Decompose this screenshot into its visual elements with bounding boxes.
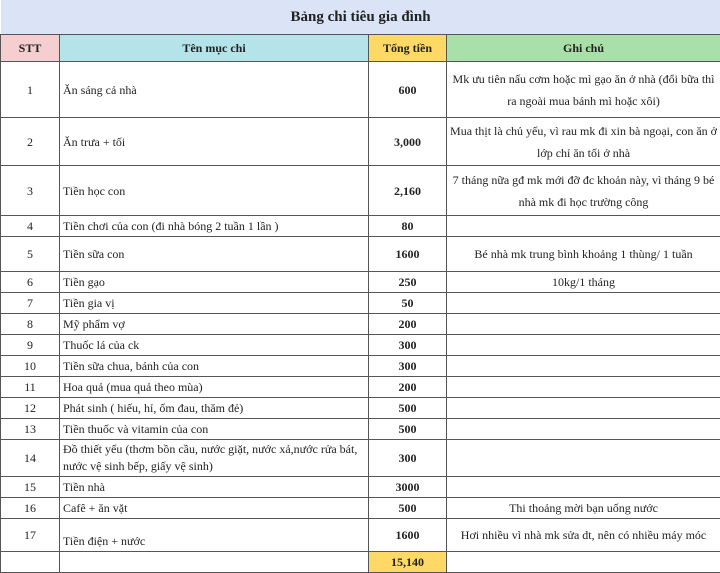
row-amount[interactable]: 300 <box>369 356 447 377</box>
row-stt[interactable]: 12 <box>1 398 60 419</box>
header-note[interactable]: Ghi chú <box>447 35 720 62</box>
row-amount[interactable]: 500 <box>369 498 447 519</box>
row-stt[interactable]: 17 <box>1 519 60 552</box>
table-title: Bảng chi tiêu gia đình <box>1 0 720 35</box>
row-note[interactable]: 10kg/1 tháng <box>447 272 720 293</box>
row-stt[interactable]: 14 <box>1 440 60 477</box>
row-amount[interactable]: 300 <box>369 440 447 477</box>
row-stt[interactable]: 6 <box>1 272 60 293</box>
table-row <box>1 293 720 314</box>
row-name[interactable]: Tiền điện + nước <box>60 519 369 552</box>
row-amount[interactable]: 300 <box>369 335 447 356</box>
row-amount[interactable]: 200 <box>369 314 447 335</box>
table-row <box>1 440 720 477</box>
row-stt[interactable]: 7 <box>1 293 60 314</box>
table-row <box>1 498 720 519</box>
row-name[interactable]: Tiền thuốc và vitamin của con <box>60 419 369 440</box>
row-note[interactable]: Thi thoảng mời bạn uống nước <box>447 498 720 519</box>
row-name[interactable]: Ăn trưa + tối <box>60 118 369 166</box>
table-row <box>1 519 720 552</box>
row-stt[interactable]: 1 <box>1 62 60 118</box>
row-stt[interactable]: 4 <box>1 216 60 237</box>
row-note[interactable] <box>447 419 720 440</box>
row-amount[interactable]: 200 <box>369 377 447 398</box>
header-row <box>1 35 720 62</box>
row-stt[interactable]: 15 <box>1 477 60 498</box>
row-amount[interactable]: 2,160 <box>369 166 447 216</box>
row-name[interactable]: Phát sinh ( hiếu, hỉ, ốm đau, thăm đẻ) <box>60 398 369 419</box>
table-row <box>1 398 720 419</box>
row-name[interactable]: Tiền nhà <box>60 477 369 498</box>
total-row <box>1 552 720 573</box>
row-stt[interactable]: 8 <box>1 314 60 335</box>
row-name[interactable]: Ăn sáng cả nhà <box>60 62 369 118</box>
table-row <box>1 62 720 118</box>
row-note[interactable] <box>447 356 720 377</box>
row-amount[interactable]: 500 <box>369 398 447 419</box>
row-name[interactable]: Thuốc lá của ck <box>60 335 369 356</box>
row-name[interactable]: Hoa quả (mua quả theo mùa) <box>60 377 369 398</box>
row-stt[interactable]: 3 <box>1 166 60 216</box>
table-row <box>1 166 720 216</box>
table-row <box>1 477 720 498</box>
row-name[interactable]: Tiền gia vị <box>60 293 369 314</box>
row-note[interactable] <box>447 440 720 477</box>
row-amount[interactable]: 1600 <box>369 519 447 552</box>
row-stt[interactable]: 5 <box>1 237 60 272</box>
row-amount[interactable]: 3,000 <box>369 118 447 166</box>
row-note[interactable] <box>447 398 720 419</box>
row-note[interactable] <box>447 293 720 314</box>
row-note[interactable] <box>447 314 720 335</box>
row-amount[interactable]: 1600 <box>369 237 447 272</box>
row-note[interactable] <box>447 335 720 356</box>
row-stt[interactable]: 16 <box>1 498 60 519</box>
row-stt[interactable]: 13 <box>1 419 60 440</box>
table-row <box>1 314 720 335</box>
row-amount[interactable]: 250 <box>369 272 447 293</box>
row-stt[interactable]: 2 <box>1 118 60 166</box>
total-label-cell[interactable] <box>60 552 369 573</box>
row-note[interactable]: 7 tháng nữa gđ mk mới đỡ đc khoản này, vì tháng 9 bé nhà mk đi học trường công <box>447 166 720 216</box>
row-name[interactable]: Tiền chơi của con (đi nhà bóng 2 tuần 1 lần ) <box>60 216 369 237</box>
total-stt-cell[interactable] <box>1 552 60 573</box>
total-note-cell[interactable] <box>447 552 720 573</box>
row-note[interactable]: Mk ưu tiên nấu cơm hoặc mì gạo ăn ở nhà (đổi bữa thì ra ngoài mua bánh mì hoặc xôi) <box>447 62 720 118</box>
row-note[interactable] <box>447 216 720 237</box>
table-row <box>1 356 720 377</box>
row-name[interactable]: Tiền sữa con <box>60 237 369 272</box>
row-note[interactable]: Mua thịt là chủ yếu, vì rau mk đi xin bà ngoại, con ăn ở lớp chỉ ăn tối ở nhà <box>447 118 720 166</box>
header-amount[interactable]: Tổng tiền <box>369 35 447 62</box>
table-row <box>1 419 720 440</box>
row-note[interactable] <box>447 477 720 498</box>
header-stt[interactable]: STT <box>1 35 60 62</box>
row-name[interactable]: Đồ thiết yếu (thơm bồn cầu, nước giặt, nước xả,nước rửa bát, nước vệ sinh bếp, giấy vệ sinh) <box>60 440 369 477</box>
row-amount[interactable]: 500 <box>369 419 447 440</box>
table-row <box>1 237 720 272</box>
row-name[interactable]: Mỹ phẩm vợ <box>60 314 369 335</box>
row-amount[interactable]: 3000 <box>369 477 447 498</box>
table-row <box>1 216 720 237</box>
row-stt[interactable]: 9 <box>1 335 60 356</box>
row-amount[interactable]: 50 <box>369 293 447 314</box>
table-row <box>1 272 720 293</box>
table-row <box>1 335 720 356</box>
row-amount[interactable]: 80 <box>369 216 447 237</box>
row-stt[interactable]: 10 <box>1 356 60 377</box>
table-row <box>1 377 720 398</box>
row-note[interactable]: Hơi nhiều vì nhà mk sửa dt, nên có nhiều máy móc <box>447 519 720 552</box>
row-name[interactable]: Cafê + ăn vặt <box>60 498 369 519</box>
header-name[interactable]: Tên mục chi <box>60 35 369 62</box>
row-name[interactable]: Tiền gạo <box>60 272 369 293</box>
row-name[interactable]: Tiền học con <box>60 166 369 216</box>
row-name[interactable]: Tiền sữa chua, bánh của con <box>60 356 369 377</box>
row-stt[interactable]: 11 <box>1 377 60 398</box>
row-note[interactable] <box>447 377 720 398</box>
table-row <box>1 118 720 166</box>
row-note[interactable]: Bé nhà mk trung bình khoảng 1 thùng/ 1 tuần <box>447 237 720 272</box>
row-amount[interactable]: 600 <box>369 62 447 118</box>
total-amount[interactable]: 15,140 <box>369 552 447 573</box>
